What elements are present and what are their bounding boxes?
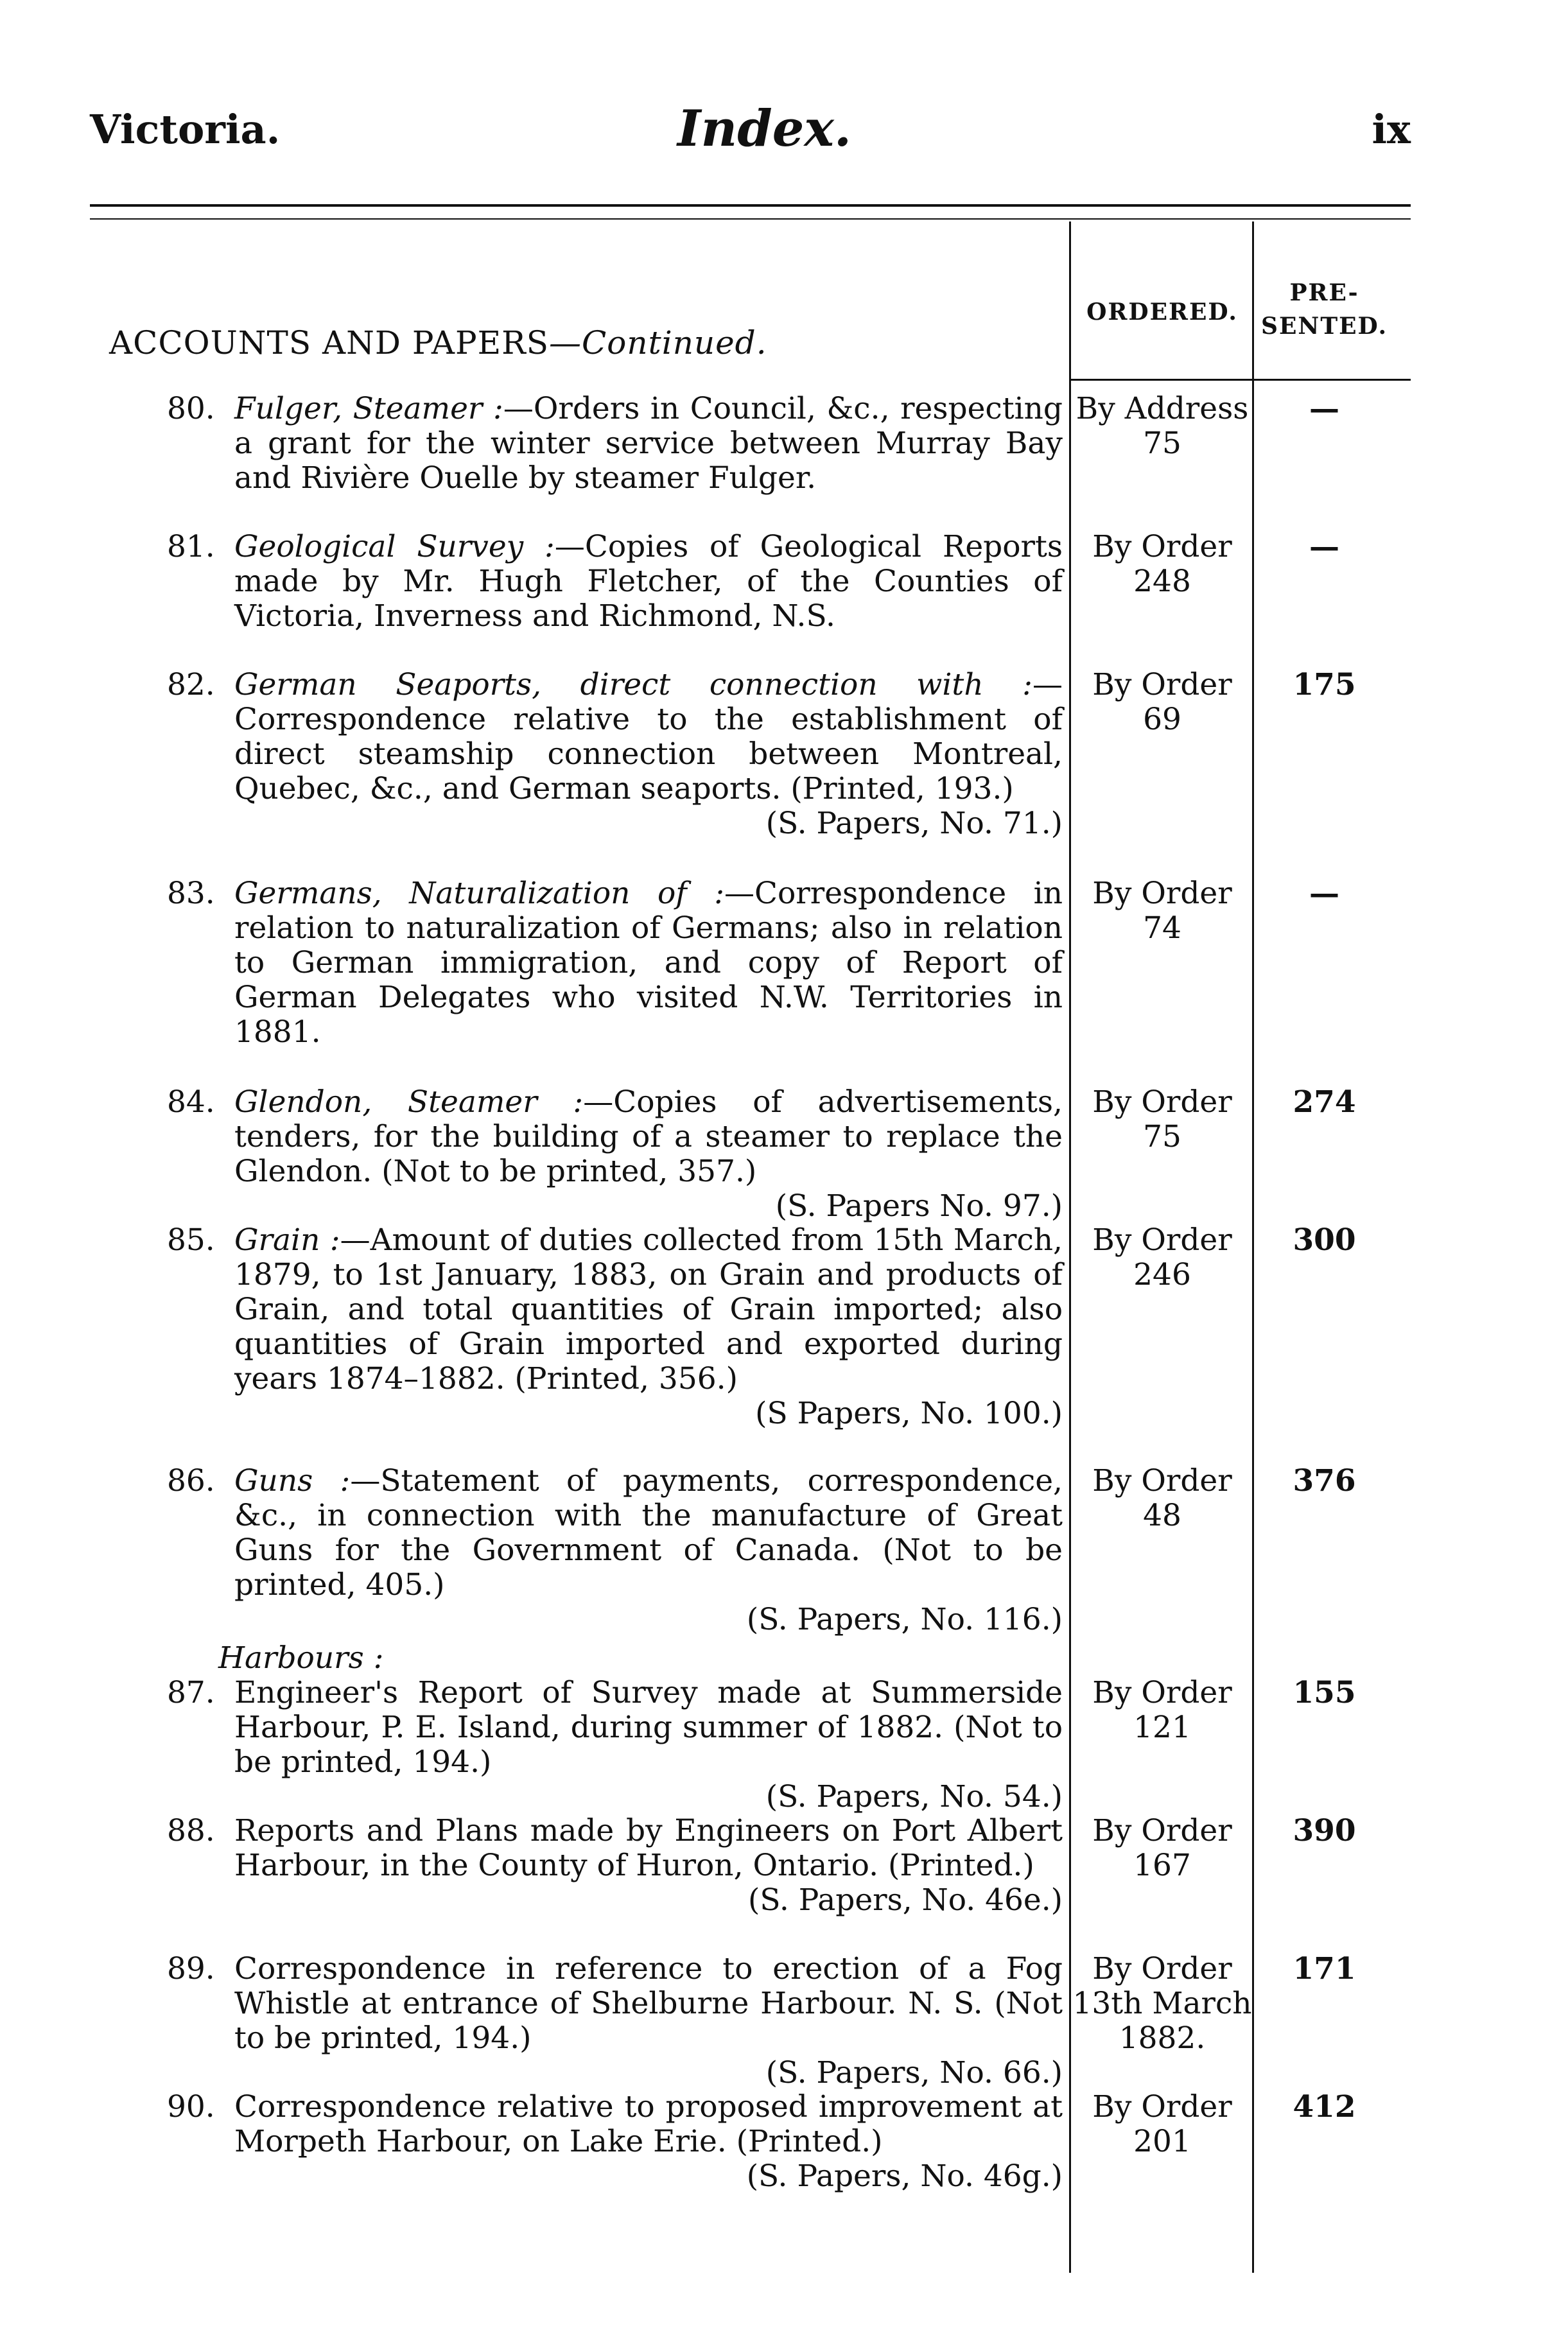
entry-number: 86. (167, 1463, 215, 1499)
entry-reference: (S. Papers, No. 46g.) (746, 2159, 1063, 2194)
entry-text (234, 1952, 1063, 2090)
entry-number: 80. (167, 391, 215, 426)
entry-body: Engineer's Report of Survey made at Summerside Harbour, P. E. Island, during summer of 1882. (Not to be printed, 194.) (234, 1675, 1063, 1780)
entry-body: —Copies of advertisements, tenders, for the building of a steamer to replace the Glendon. (Not to be printed, 357.) (234, 1084, 1063, 1189)
entry-ordered: By Order 121 (1092, 1675, 1232, 1745)
entry-title: German Seaports, direct connection with : (234, 667, 1032, 702)
entry-title: Glendon, Steamer : (234, 1084, 584, 1120)
entry-number: 87. (167, 1675, 215, 1710)
entry-body: Correspondence in reference to erection of a Fog Whistle at entrance of Shelburne Harbour. N. S. (Not to be printed, 194.) (234, 1951, 1063, 2056)
column-header-presented: PRE-SENTED. (1260, 279, 1388, 340)
entry-body: —Copies of Geological Reports made by Mr. Hugh Fletcher, of the Counties of Victoria, Inverness and Richmond, N.S. (234, 529, 1063, 634)
entry-presented: 175 (1293, 667, 1356, 702)
entry-text (234, 392, 1063, 496)
entry-title: Geological Survey : (234, 529, 555, 564)
entry-text (234, 1223, 1063, 1431)
entry-body: —Correspondence relative to the establishment of direct steamship connection between Montreal, Quebec, &c., and German seaports. (Printed, 193.) (234, 667, 1063, 806)
entry-text (234, 876, 1063, 1050)
column-header-ordered: ORDERED. (1086, 299, 1238, 326)
entry-reference: (S. Papers No. 97.) (775, 1188, 1063, 1224)
entry-reference: (S. Papers, No. 46e.) (747, 1882, 1063, 1918)
entry-number: 82. (167, 667, 215, 702)
running-head-center: Index. (677, 100, 852, 158)
entry-number: 81. (167, 529, 215, 564)
entry-reference: (S. Papers, No. 54.) (765, 1779, 1063, 1814)
entry-body: —Correspondence in relation to naturalization of Germans; also in relation to German immigration, and copy of Report of German Delegates who visited N.W. Territories in 1881. (234, 876, 1063, 1050)
entry-text (234, 2090, 1063, 2194)
entry-text (234, 1676, 1063, 1814)
column-header-rule (1069, 379, 1411, 381)
entry-presented: 155 (1293, 1675, 1356, 1710)
entry-presented: 274 (1293, 1084, 1356, 1120)
entry-presented: 300 (1293, 1222, 1356, 1258)
header-rule-thick (90, 204, 1411, 207)
entry-presented: — (1309, 391, 1339, 426)
entry-ordered: By Order 167 (1092, 1813, 1232, 1883)
section-continued: —Continued. (549, 324, 767, 361)
entry-ordered: By Order 248 (1092, 529, 1232, 599)
entry-presented: 412 (1293, 2089, 1356, 2124)
entry-ordered: By Order 13th March 1882. (1072, 1951, 1252, 2056)
entry-ordered: By Order 69 (1092, 667, 1232, 737)
entry-title: Grain : (234, 1222, 340, 1258)
entry-number: 85. (167, 1222, 215, 1258)
section-heading (109, 324, 767, 361)
entry-body: —Orders in Council, &c., respecting a grant for the winter service between Murray Bay and Rivière Ouelle by steamer Fulger. (234, 391, 1063, 496)
entry-text (234, 1814, 1063, 1918)
entry-number: 89. (167, 1951, 215, 1986)
running-head-left: Victoria. (90, 106, 281, 153)
entry-title: Germans, Naturalization of : (234, 876, 725, 911)
header-rule-thin (90, 218, 1411, 220)
entry-text (234, 1085, 1063, 1224)
entry-text (234, 668, 1063, 841)
entry-number: 88. (167, 1813, 215, 1848)
entry-ordered: By Address 75 (1076, 391, 1249, 461)
entry-text (234, 1464, 1063, 1637)
entry-reference: (S. Papers, No. 66.) (765, 2055, 1063, 2090)
section-title: ACCOUNTS AND PAPERS (109, 324, 550, 361)
entry-presented: — (1309, 876, 1339, 911)
entry-ordered: By Order 75 (1092, 1084, 1232, 1154)
entry-title: Fulger, Steamer : (234, 391, 503, 426)
entry-number: 84. (167, 1084, 215, 1120)
entry-ordered: By Order 246 (1092, 1222, 1232, 1292)
entry-ordered: By Order 74 (1092, 876, 1232, 946)
entry-body: —Amount of duties collected from 15th March, 1879, to 1st January, 1883, on Grain and products of Grain, and total quantities of Grain imported; also quantities of Grain imported and exported during years 1874–1882. (Printed, 356.) (234, 1222, 1063, 1396)
entry-body: —Statement of payments, correspondence, &c., in connection with the manufacture of Great Guns for the Government of Canada. (Not to be printed, 405.) (234, 1463, 1063, 1603)
entry-presented: 171 (1293, 1951, 1356, 1986)
page-number: ix (1372, 106, 1411, 153)
entry-text (234, 530, 1063, 634)
entry-body: Correspondence relative to proposed improvement at Morpeth Harbour, on Lake Erie. (Printed.) (234, 2089, 1063, 2159)
entry-reference: (S. Papers, No. 116.) (746, 1602, 1063, 1637)
entry-presented: 376 (1293, 1463, 1356, 1499)
entry-number: 83. (167, 876, 215, 911)
entry-ordered: By Order 48 (1092, 1463, 1232, 1533)
subheading-harbours: Harbours : (218, 1640, 384, 1676)
entry-presented: — (1309, 529, 1339, 564)
entry-title: Guns : (234, 1463, 351, 1499)
entry-number: 90. (167, 2089, 215, 2124)
entry-presented: 390 (1293, 1813, 1356, 1848)
entry-ordered: By Order 201 (1092, 2089, 1232, 2159)
entry-reference: (S Papers, No. 100.) (755, 1396, 1063, 1431)
entry-reference: (S. Papers, No. 71.) (765, 806, 1063, 841)
entry-body: Reports and Plans made by Engineers on Port Albert Harbour, in the County of Huron, Ontario. (Printed.) (234, 1813, 1063, 1883)
